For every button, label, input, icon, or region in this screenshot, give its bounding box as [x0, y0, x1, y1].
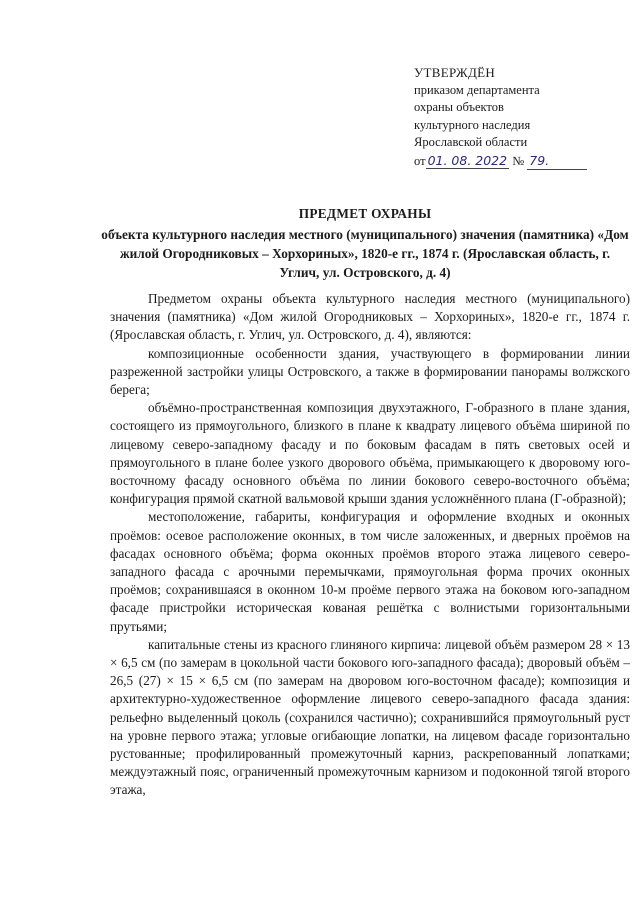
date-value: 01. 08. 2022 — [427, 152, 508, 168]
approval-date-line — [414, 152, 614, 171]
approval-line-3: культурного наследия — [414, 117, 531, 132]
approval-line-1: приказом департамента — [414, 82, 540, 97]
document-title — [100, 204, 630, 282]
number-value: 79. — [527, 152, 587, 171]
title-subtitle: объекта культурного наследия местного (муниципального) значения (памятника) «Дом жилой Огородниковых – Хорхориных», 1820-е гг., 1874 г. (Ярославская область, г. Углич, ул. Островского, д. 4) — [101, 227, 629, 280]
paragraph: местоположение, габариты, конфигурация и оформление входных и оконных проёмов: осевое расположение оконных, в том числе заложенных, и дверных проёмов на фасадах основного объёма; форма оконных проёмов второго этажа лицевого северо-западного фасада с арочными перемычками, прямоугольная форма прочих оконных проёмов; сохранившаяся в оконном 10-м проёме первого этажа на боковом юго-западном фасаде пристройки историческая кованая решётка с волнистыми горизонтальными прутьями; — [110, 509, 630, 634]
approval-line-4: Ярославской области — [414, 135, 528, 149]
title-heading: ПРЕДМЕТ ОХРАНЫ — [298, 206, 432, 221]
approval-block — [414, 64, 614, 170]
approval-line-2: охраны объектов — [414, 100, 504, 114]
paragraph: Предметом охраны объекта культурного наследия местного (муниципального) значения (памятника) «Дом жилой Огородниковых – Хорхориных», 1820-е гг., 1874 г. (Ярославская область, г. Углич, ул. Островского, д. 4), являются: — [110, 291, 630, 343]
paragraph: капитальные стены из красного глиняного кирпича: лицевой объём размером 28 × 13 × 6,5 см (по замерам в цокольной части бокового юго-западного фасада); дворовый объём – 26,5 (27) × 15 × 6,5 см (по замерам на дворовом юго-восточном фасаде); композиция и архитектурно-художественное оформление лицевого северо-западного фасада здания: рельефно выделенный цоколь (сохранился частично); сохранившийся прямоугольный руст на уровне первого этажа; угловые огибающие лопатки, на лицевом фасаде горизонтально рустованные; профилированный промежуточный карниз, раскрепованный лопатками; междуэтажный пояс, ограниченный промежуточным карнизом и подоконной тягой второго этажа, — [110, 636, 630, 798]
document-body — [110, 290, 630, 800]
paragraph: композиционные особенности здания, участвующего в формировании линии разреженной застройки улицы Островского, а также в формировании панорамы волжского берега; — [110, 345, 630, 398]
paragraph: объёмно-пространственная композиция двухэтажного, Г-образного в плане здания, состоящего из прямоугольного, близкого в плане к квадрату лицевого объёма шириной по лицевому северо-западному фасаду и по боковым фасадам в пять световых осей и прямоугольного в плане более узкого дворового объёма, примыкающего к дворовому юго-восточному фасаду основного объёма по линии бокового северо-восточного объёма; конфигурация прямой скатной вальмовой крыши здания усложнённого плана (Г-образной); — [110, 400, 630, 507]
approval-heading: УТВЕРЖДЁН — [414, 65, 496, 80]
number-label: № — [512, 153, 525, 168]
date-prefix: от — [414, 153, 426, 168]
